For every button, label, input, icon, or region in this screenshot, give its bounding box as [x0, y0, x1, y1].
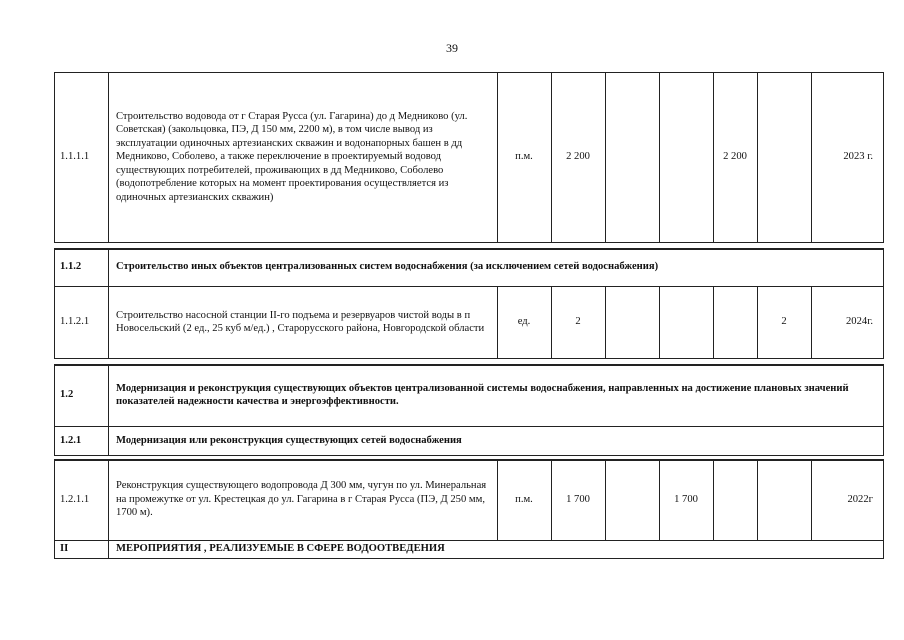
page-number: 39 — [446, 41, 458, 55]
year-column-value — [713, 459, 757, 540]
unit-cell: п.м. — [515, 151, 533, 163]
total-value: 2 — [575, 316, 581, 328]
table-border — [54, 358, 884, 359]
row-number: 1.1.2 — [60, 261, 82, 273]
table-border — [883, 426, 884, 455]
row-number: II — [60, 543, 69, 555]
row-number: 1.1.1.1 — [60, 151, 90, 163]
total-value: 1 700 — [566, 493, 590, 505]
table-border — [883, 286, 884, 358]
section-heading: Строительство иных объектов централизованных систем водоснабжения (за исключением сетей водоснабжения) — [116, 261, 659, 273]
table-border — [883, 364, 884, 426]
year-column-value — [605, 72, 659, 242]
year-column-value: 1 700 — [674, 493, 698, 505]
row-number: 1.2.1.1 — [60, 493, 90, 505]
measure-description: Строительство водовода от г Старая Русса (ул. Гагарина) до д Медниково (ул. Советская) (закольцовка, ПЭ, Д 150 мм, 2200 м), в том числе вывод из эксплуатации одиночных артезианских скважин и водонапорных башен в дд Медниково, Соболево, а также переключение в проектируемый водовод существующих потребителей, проживающих в дд Медниково, Соболево (водопотребление которых на момент проектирования осуществляется из одиночных артезианских скважин) — [116, 111, 468, 203]
table-border — [54, 558, 884, 559]
table-border — [883, 248, 884, 286]
year-column-value — [605, 459, 659, 540]
completion-year: 2023 г. — [843, 151, 873, 163]
measure-description: Реконструкция существующего водопровода Д 300 мм, чугун по ул. Минеральная на промежутке от ул. Крестецкая до ул. Гагарина в г Старая Русса (ПЭ, Д 250 мм, 1700 м). — [116, 480, 487, 519]
table-border — [883, 540, 884, 558]
row-number: 1.2 — [60, 389, 74, 401]
total-value: 2 200 — [566, 151, 590, 163]
table-border — [54, 455, 884, 456]
table-border — [883, 459, 884, 540]
year-column-value: 2 — [781, 316, 787, 328]
measure-description: Строительство насосной станции II-го подъема и резервуаров чистой воды в п Новосельский (2 ед., 25 куб м/ед.) , Старорусского района, Новгородской области — [116, 309, 485, 334]
completion-year: 2022г — [847, 493, 873, 505]
section-heading: МЕРОПРИЯТИЯ , РЕАЛИЗУЕМЫЕ В СФЕРЕ ВОДООТВЕДЕНИЯ — [116, 543, 445, 555]
section-heading: Модернизация или реконструкция существующих сетей водоснабжения — [116, 434, 462, 446]
year-column-value — [757, 72, 811, 242]
year-column-value — [659, 72, 713, 242]
section-heading: Модернизация и реконструкция существующих объектов централизованной системы водоснабжения, направленных на достижение плановых значений показателей надежности качества и энергоэффективности. — [116, 382, 849, 407]
row-number: 1.2.1 — [60, 434, 82, 446]
unit-cell: п.м. — [515, 493, 533, 505]
row-number: 1.1.2.1 — [60, 316, 90, 328]
table-border — [54, 242, 884, 243]
unit-cell: ед. — [517, 316, 531, 328]
year-column-value — [757, 459, 811, 540]
completion-year: 2024г. — [846, 316, 873, 328]
table-border — [883, 72, 884, 242]
year-column-value — [605, 286, 659, 358]
year-column-value: 2 200 — [723, 151, 747, 163]
year-column-value — [713, 286, 757, 358]
year-column-value — [659, 286, 713, 358]
